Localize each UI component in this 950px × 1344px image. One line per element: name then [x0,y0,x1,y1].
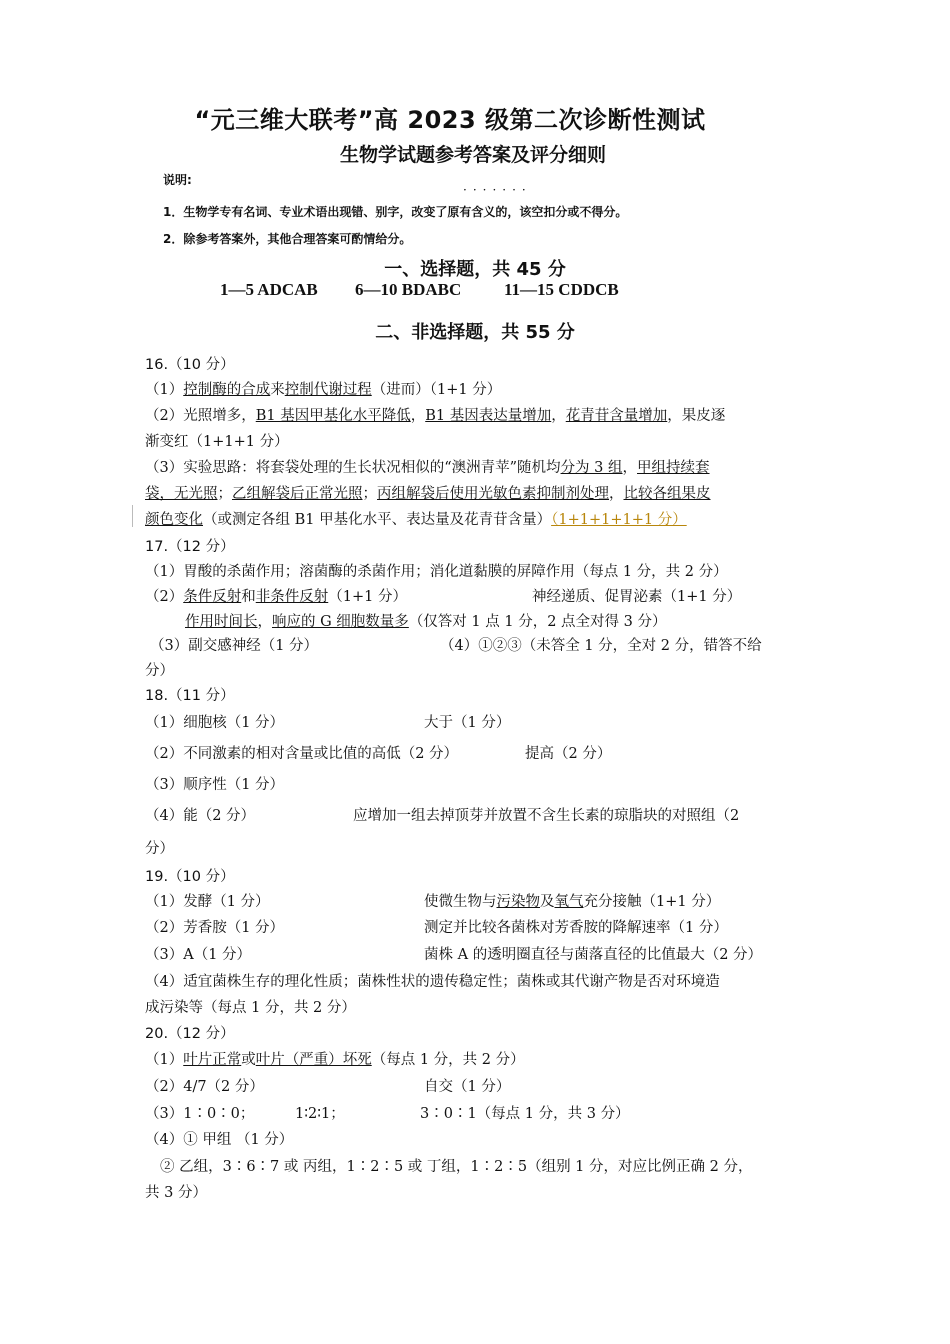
note-1: 1．生物学专有名词、专业术语出现错、别字，改变了原有含义的，该空扣分或不得分。 [163,205,628,219]
q20-line-6: 共 3 分） [145,1185,207,1201]
q18-line-4a: （4）能（2 分） [145,808,256,824]
page-subtitle: 生物学试题参考答案及评分细则 [340,144,607,166]
q19-line-3a: （3）A（1 分） [145,947,252,963]
q19-heading: 19.（10 分） [145,869,235,885]
q16-line-1: （1）控制酶的合成来控制代谢过程（进而）（1+1 分） [145,382,502,398]
q19-line-5: 成污染等（每点 1 分，共 2 分） [145,1000,356,1016]
section-2-heading: 二、非选择题，共 55 分 [375,322,575,343]
q18-line-2b: 提高（2 分） [525,746,612,762]
revision-margin-bar [132,505,133,527]
q20-line-5: ② 乙组，3∶6∶7 或 丙组，1∶2∶5 或 丁组，1∶2∶5（组别 1 分，对应比例正确 2 分， [160,1159,753,1175]
q18-line-1b: 大于（1 分） [424,715,511,731]
q17-line-3: 作用时间长，响应的 G 细胞数量多（仅答对 1 点 1 分，2 点全对得 3 分） [185,614,667,630]
q17-heading: 17.（12 分） [145,539,235,555]
emphasis-dots: ······· [463,183,532,197]
q20-heading: 20.（12 分） [145,1026,235,1042]
q19-line-2b: 测定并比较各菌株对芳香胺的降解速率（1 分） [424,920,728,936]
q17-line-1: （1）胃酸的杀菌作用；溶菌酶的杀菌作用；消化道黏膜的屏障作用（每点 1 分，共 2 分） [145,564,728,580]
q18-line-1a: （1）细胞核（1 分） [145,715,285,731]
q17-line-4a: （3）副交感神经（1 分） [150,638,319,654]
q17-line-5: 分） [145,663,174,679]
q16-line-3: 渐变红（1+1+1 分） [145,434,289,450]
q19-line-2a: （2）芳香胺（1 分） [145,920,285,936]
q20-line-2a: （2）4/7（2 分） [145,1079,264,1095]
q20-line-2b: 自交（1 分） [424,1079,511,1095]
q19-line-4: （4）适宜菌株生存的理化性质；菌株性状的遗传稳定性；菌株或其代谢产物是否对环境造 [145,974,720,990]
q20-line-3a: （3）1∶0∶0； [145,1106,255,1122]
q19-line-3b: 菌株 A 的透明圈直径与菌落直径的比值最大（2 分） [424,947,763,963]
q20-line-4: （4）① 甲组 （1 分） [145,1132,294,1148]
q19-line-1a: （1）发酵（1 分） [145,894,270,910]
q20-line-1: （1）叶片正常或叶片（严重）坏死（每点 1 分，共 2 分） [145,1052,525,1068]
q17-line-4b: （4）①②③（未答全 1 分，全对 2 分，错答不给 [440,638,762,654]
q16-line-6: 颜色变化（或测定各组 B1 甲基化水平、表达量及花青苷含量）（1+1+1+1+1 分） [145,512,687,528]
mc-answers-11-15: 11—15 CDDCB [504,280,619,299]
q16-heading: 16.（10 分） [145,357,235,373]
q17-line-2a: （2）条件反射和非条件反射（1+1 分） [145,589,407,605]
q16-line-5: 袋，无光照；乙组解袋后正常光照；丙组解袋后使用光敏色素抑制剂处理，比较各组果皮 [145,486,711,502]
q18-line-2a: （2）不同激素的相对含量或比值的高低（2 分） [145,746,459,762]
q18-line-3: （3）顺序性（1 分） [145,777,285,793]
mc-answers-1-5: 1—5 ADCAB [220,280,318,299]
q18-heading: 18.（11 分） [145,688,235,704]
q18-line-4b: 应增加一组去掉顶芽并放置不含生长素的琼脂块的对照组（2 [353,808,740,824]
notes-label: 说明: [163,173,192,187]
section-1-heading: 一、选择题，共 45 分 [384,259,566,280]
q16-line-4: （3）实验思路：将套袋处理的生长状况相似的“澳洲青苹”随机均分为 3 组，甲组持续套 [145,460,710,476]
q20-line-3b: 1∶2∶1； [295,1106,345,1122]
note-2: 2．除参考答案外，其他合理答案可酌情给分。 [163,232,412,246]
page-title: “元三维大联考”高 2023 级第二次诊断性测试 [194,106,706,134]
q16-line-2: （2）光照增多，B1 基因甲基化水平降低，B1 基因表达量增加，花青苷含量增加，果皮逐 [145,408,726,424]
q17-line-2b: 神经递质、促胃泌素（1+1 分） [532,589,742,605]
q19-line-1b: 使微生物与污染物及氧气充分接触（1+1 分） [424,894,721,910]
q18-line-5: 分） [145,841,174,857]
mc-answers-6-10: 6—10 BDABC [355,280,462,299]
q20-line-3c: 3∶0∶1（每点 1 分，共 3 分） [420,1106,630,1122]
